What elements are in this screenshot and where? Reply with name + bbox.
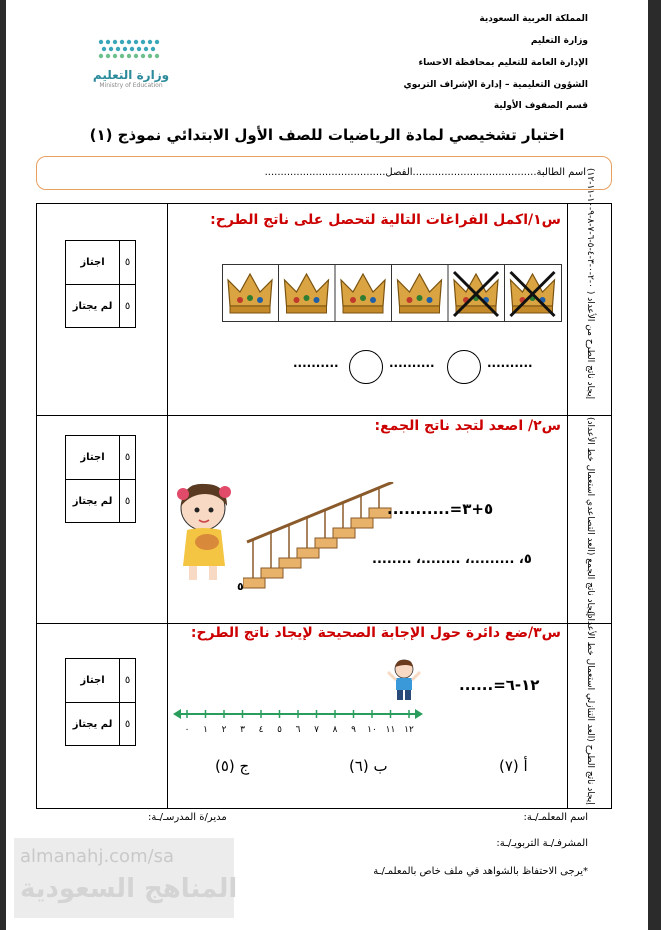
girl-illustration (169, 468, 249, 592)
staircase (243, 482, 403, 596)
principal-label: مدير/ة المدرسـ/ـة: (148, 812, 227, 823)
q1-fail-score: ٥ (119, 285, 135, 328)
logo-text-en: Ministry of Education (99, 82, 163, 89)
number-line-label: ٧ (314, 725, 319, 735)
crossed-crown-icon (448, 264, 498, 322)
q1-operator-circle-1[interactable] (349, 350, 383, 384)
crown-icon (392, 264, 442, 322)
q2-sequence[interactable]: ٥، .........، ........، ........ (372, 552, 532, 567)
crossed-crown-icon (505, 264, 555, 322)
header-line-kingdom: المملكة العربية السعودية (479, 14, 588, 24)
grade-column-divider (167, 204, 168, 808)
right-arrow-icon (415, 709, 423, 719)
q1-prompt: س١/اكمل الفراغات التالية لتحصل على ناتج الطرح: (210, 212, 561, 228)
stair-start-number: ٥ (237, 580, 244, 593)
q2-fail-score: ٥ (119, 480, 135, 523)
watermark-url: almanahj.com/sa (20, 846, 175, 867)
q3-fail-score: ٥ (119, 703, 135, 746)
side-column-divider (567, 204, 568, 808)
number-line-label: ٥ (277, 725, 282, 735)
q3-pass-label[interactable]: اجتاز (80, 675, 105, 686)
number-line-label: ٦ (295, 725, 301, 735)
number-line-label: ١٢ (404, 725, 414, 735)
student-name-class-field[interactable]: اسم الطالبة.......................................الفصل...................................... (264, 167, 586, 178)
supervisor-label: المشرفـ/ـة التربويـ/ـة: (496, 838, 588, 849)
number-line-label: ٢ (221, 725, 227, 735)
q3-option-a[interactable]: أ (٧) (499, 757, 528, 775)
q3-option-c[interactable]: ج (٥) (215, 757, 250, 775)
number-line-label: ١١ (385, 725, 396, 735)
logo-text-ar: وزارة التعليم (92, 68, 170, 82)
number-line-label: ٠ (184, 725, 190, 735)
q1-pass-score: ٥ (119, 241, 135, 284)
q3-option-b[interactable]: ب (٦) (349, 757, 388, 775)
number-line-label: ٨ (332, 725, 338, 735)
q3-prompt: س٣/ضع دائرة حول الإجابة الصحيحة لإيجاد ناتج الطرح: (190, 625, 561, 641)
crowns-row (222, 264, 562, 326)
number-line-label: ٩ (351, 725, 356, 735)
number-line-label: ١ (203, 725, 208, 735)
header-line-directorate: الإدارة العامة للتعليم بمحافظة الاحساء (418, 58, 588, 68)
document-page (6, 0, 648, 930)
header-line-affairs: الشؤون التعليمية – إدارة الإشراف التربوي (403, 80, 588, 90)
q2-fail-label[interactable]: لم يجتاز (72, 496, 113, 507)
q1-operator-circle-2[interactable] (447, 350, 481, 384)
q1-side-label: إيجاد ناتج الطرح من الأعداد ( ٠-٢-٠-٣-٤-٥-٦-٧-٨-٩-١٠-١١-١٢) (585, 167, 595, 399)
q1-grade-box (65, 240, 136, 328)
teacher-name-label: اسم المعلمـ/ـة: (523, 812, 588, 823)
page-title: اختبار تشخيصي لمادة الرياضيات للصف الأول الابتدائي نموذج (١) (89, 126, 565, 144)
q1-pass-label[interactable]: اجتاز (80, 257, 105, 268)
q2-grade-box (65, 435, 136, 523)
q2-side-label: إيجاد ناتج الجمع (العد التصاعدي استعمال خط الأعداد) (585, 416, 595, 616)
q1-fail-label[interactable]: لم يجتاز (72, 301, 113, 312)
crown-icon (335, 264, 385, 322)
keep-evidence-note: *يرجى الاحتفاظ بالشواهد في ملف خاص بالمعلمـ/ـة (373, 866, 588, 877)
crown-icon (279, 264, 329, 322)
q2-equation[interactable]: ٥+٣=........... (387, 500, 494, 518)
header-line-ministry: وزارة التعليم (530, 36, 588, 46)
crown-icon (228, 274, 272, 313)
left-arrow-icon (173, 709, 181, 719)
header-line-department: قسم الصفوف الأولية (493, 101, 588, 111)
number-line-label: ١٠ (367, 725, 377, 735)
q1-blank-3[interactable]: .......... (487, 356, 533, 370)
boy-illustration (387, 658, 421, 708)
row-divider-1 (37, 415, 611, 416)
ministry-logo (91, 36, 171, 96)
q1-blank-1[interactable]: .......... (293, 356, 339, 370)
q3-equation[interactable]: ١٢-٦=...... (459, 676, 540, 694)
q3-fail-label[interactable]: لم يجتاز (72, 719, 113, 730)
row-divider-2 (37, 623, 611, 624)
number-line-label: ٣ (240, 725, 245, 735)
number-line-label: ٤ (258, 725, 264, 735)
q3-side-label: إيجاد ناتج الطرح (العد التنازلي استعمال خط الأعداد) (585, 611, 595, 805)
q1-blank-2[interactable]: .......... (389, 356, 435, 370)
watermark-text: المناهج السعودية (20, 874, 238, 904)
q2-prompt: س٢/ اصعد لتجد ناتج الجمع: (374, 418, 561, 434)
q2-pass-label[interactable]: اجتاز (80, 452, 105, 463)
q3-pass-score: ٥ (119, 659, 135, 702)
number-line (173, 704, 423, 742)
q2-pass-score: ٥ (119, 436, 135, 479)
q3-grade-box (65, 658, 136, 746)
